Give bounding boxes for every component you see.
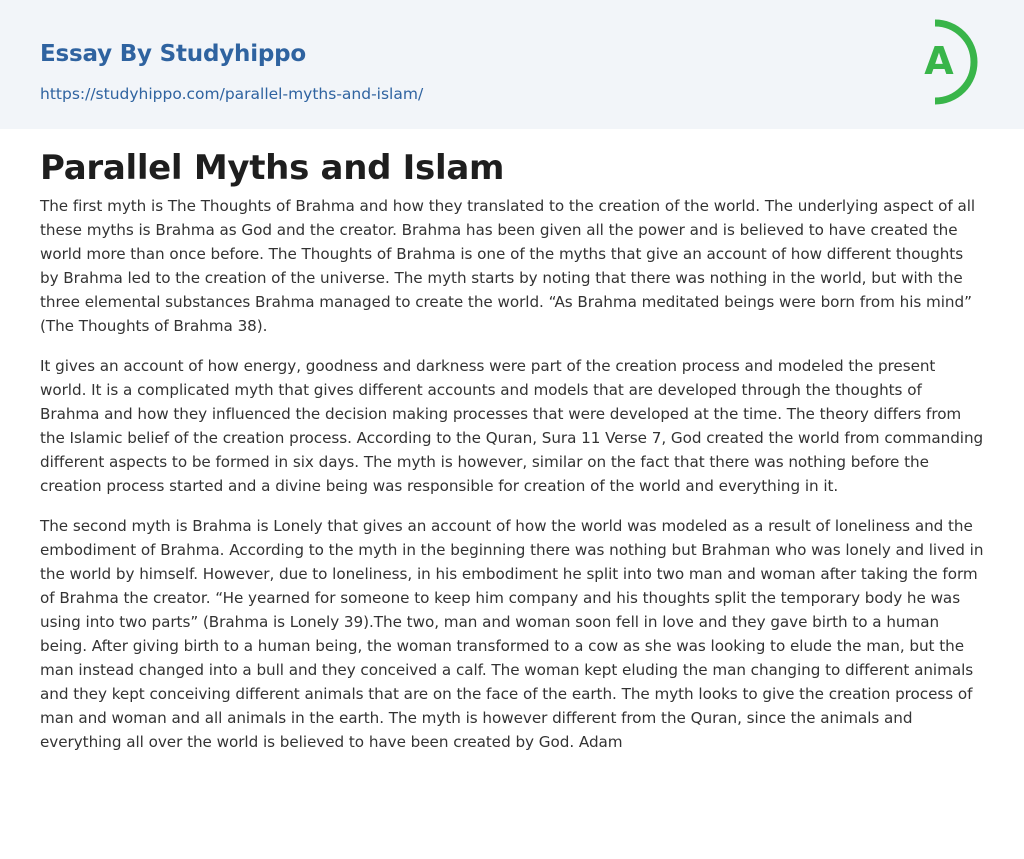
article [40,147,984,770]
article-paragraph-1: The first myth is The Thoughts of Brahma and how they translated to the creation of the world. The underlying aspect of all these myths is Brahma as God and the creator. Brahma has been given all the power and is believed to have created the world more than once before. The Thoughts of Brahma is one of the myths that give an account of how different thoughts by Brahma led to the creation of the universe. The myth starts by noting that there was nothing in the world, but with the three elemental substances Brahma managed to create the world. “As Brahma meditated beings were born from his mind” (The Thoughts of Brahma 38). [40,197,976,335]
studyhippo-logo-icon[interactable] [904,17,992,107]
site-title[interactable]: Essay By Studyhippo [40,41,307,67]
source-url-link[interactable]: https://studyhippo.com/parallel-myths-and-islam/ [40,85,424,103]
article-paragraph-2: It gives an account of how energy, goodness and darkness were part of the creation process and modeled the present world. It is a complicated myth that gives different accounts and models that are developed through the thoughts of Brahma and how they influenced the decision making processes that were developed at the time. The theory differs from the Islamic belief of the creation process. According to the Quran, Sura 11 Verse 7, God created the world from commanding different aspects to be formed in six days. The myth is however, similar on the fact that there was nothing before the creation process started and a divine being was responsible for creation of the world and everything in it. [40,357,984,495]
article-paragraph-3: The second myth is Brahma is Lonely that gives an account of how the world was modeled as a result of loneliness and the embodiment of Brahma. According to the myth in the beginning there was nothing but Brahman who was lonely and lived in the world by himself. However, due to loneliness, in his embodiment he split into two man and woman after taking the form of Brahma the creator. “He yearned for someone to keep him company and his thoughts split the temporary body he was using into two parts” (Brahma is Lonely 39).The two, man and woman soon fell in love and they gave birth to a human being. After giving birth to a human being, the woman transformed to a cow as she was looking to elude the man, but the man instead changed into a bull and they conceived a calf. The woman kept eluding the man changing to different animals and they kept conceiving different animals that are on the face of the earth. The myth looks to give the creation process of man and woman and all animals in the earth. The myth is however different from the Quran, since the animals and everything all over the world is believed to have been created by God. Adam [40,517,984,751]
page-title: Parallel Myths and Islam [40,148,505,188]
logo-letter: A [924,39,954,83]
site-header [0,0,1024,129]
